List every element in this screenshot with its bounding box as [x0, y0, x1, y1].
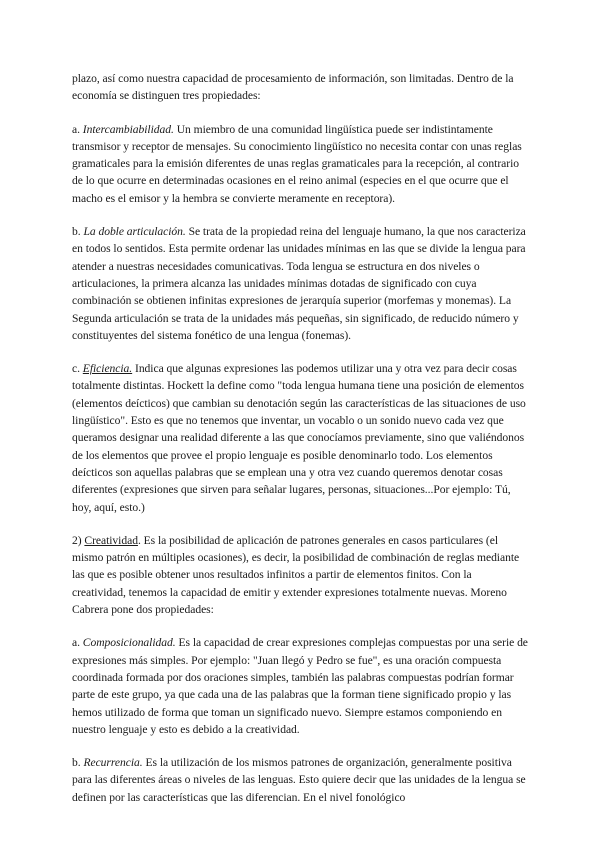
- paragraph-text: Un miembro de una comunidad lingüística puede ser indistintamente transmisor y receptor de mensajes. Su conocimiento lingüístico no necesita contar con unas reglas gramaticales para la emisión diferentes de unas reglas gramaticales para la recepción, al contrario de lo que ocurre en determinadas ocasiones en el reino animal (especies en el que ocurre que el macho es el emisor y la hembra se convierte meramente en receptora).: [72, 122, 522, 205]
- term-heading: Creatividad: [84, 533, 138, 547]
- paragraph-text: plazo, así como nuestra capacidad de procesamiento de información, son limitadas. Dentro de la economía se distinguen tres propiedades:: [72, 72, 514, 103]
- paragraph-composicionalidad: [72, 634, 528, 738]
- paragraph-text: Es la utilización de los mismos patrones de organización, generalmente positiva para las diferentes áreas o niveles de las lenguas. Esto quiere decir que las unidades de la lengua se definen por las características que las diferencian. En el nivel fonológico: [72, 756, 526, 804]
- term-heading: Intercambiabilidad.: [82, 122, 174, 136]
- paragraph-prefix: b.: [72, 225, 84, 239]
- paragraph-prefix: a.: [72, 122, 83, 136]
- term-heading: Composicionalidad.: [82, 636, 176, 650]
- paragraph-text: Se trata de la propiedad reina del lenguaje humano, la que nos caracteriza en todos lo sentidos. Esta permite ordenar las unidades mínimas en las que se divide la lengua para atender a nuestras necesidades comunicativas. Toda lengua se estructura en dos niveles o articulaciones, la primera alcanza las unidades mínimas dotadas de significado con cuya combinación se obtienen infinitas expresiones de jerarquía superior (morfemas y monemas). La Segunda articulación se trata de la unidades más pequeñas, sin significado, de reducido número y constituyentes del sistema fonético de una lengua (fonemas).: [72, 225, 526, 342]
- term-heading: Recurrencia.: [83, 756, 143, 770]
- paragraph-eficiencia: [72, 360, 528, 516]
- paragraph-text: . Es la posibilidad de aplicación de patrones generales en casos particulares (el mismo patrón en múltiples ocasiones), es decir, la posibilidad de combinación de reglas mediante las que es posible obtener unos resultados infinitos a partir de elementos finitos. Con la creatividad, tenemos la capacidad de emitir y extender expresiones totalmente nuevas. Moreno Cabrera pone dos propiedades:: [72, 533, 520, 617]
- paragraph-recurrencia: [72, 754, 528, 806]
- paragraph-prefix: 2): [72, 533, 85, 547]
- paragraph-prefix: a.: [72, 636, 83, 650]
- paragraph-creatividad: [72, 532, 528, 618]
- paragraph-prefix: b.: [72, 756, 84, 770]
- term-heading: Eficiencia.: [82, 362, 133, 376]
- term-heading: La doble articulación.: [83, 225, 186, 239]
- paragraph-intercambiabilidad: [72, 121, 528, 207]
- paragraph-intro: [72, 70, 528, 105]
- paragraph-doble-articulacion: [72, 223, 528, 344]
- paragraph-prefix: c.: [72, 362, 83, 376]
- paragraph-text: Indica que algunas expresiones las podemos utilizar una y otra vez para decir cosas totalmente distintas. Hockett la define como "toda lengua humana tiene una posición de elementos (elementos deícticos) que cambian su denotación según las características de las situaciones de uso lingüístico". Esto es que no tenemos que inventar, un vocablo o un sonido nuevo cada vez que queramos designar una realidad diferente a las que conocíamos previamente, sino que valiéndonos de los elementos que provee el propio lenguaje es posible denominarlo todo. Los elementos deícticos son aquellas palabras que se emplean una y otra vez cuando queremos denotar cosas diferentes (expresiones que sirven para señalar lugares, personas, situaciones...Por ejemplo: Tú, hoy, aquí, esto.): [72, 362, 526, 514]
- paragraph-text: Es la capacidad de crear expresiones complejas compuestas por una serie de expresiones más simples. Por ejemplo: "Juan llegó y Pedro se fue", es una oración compuesta coordinada formada por dos oraciones simples, también las palabras compuestas podrían formar parte de este grupo, ya que cada una de las palabras que la forman tiene significado propio y las hemos utilizado de forma que toman un significado nuevo. Siempre estamos componiendo en nuestro lenguaje y esto es debido a la creatividad.: [72, 636, 528, 736]
